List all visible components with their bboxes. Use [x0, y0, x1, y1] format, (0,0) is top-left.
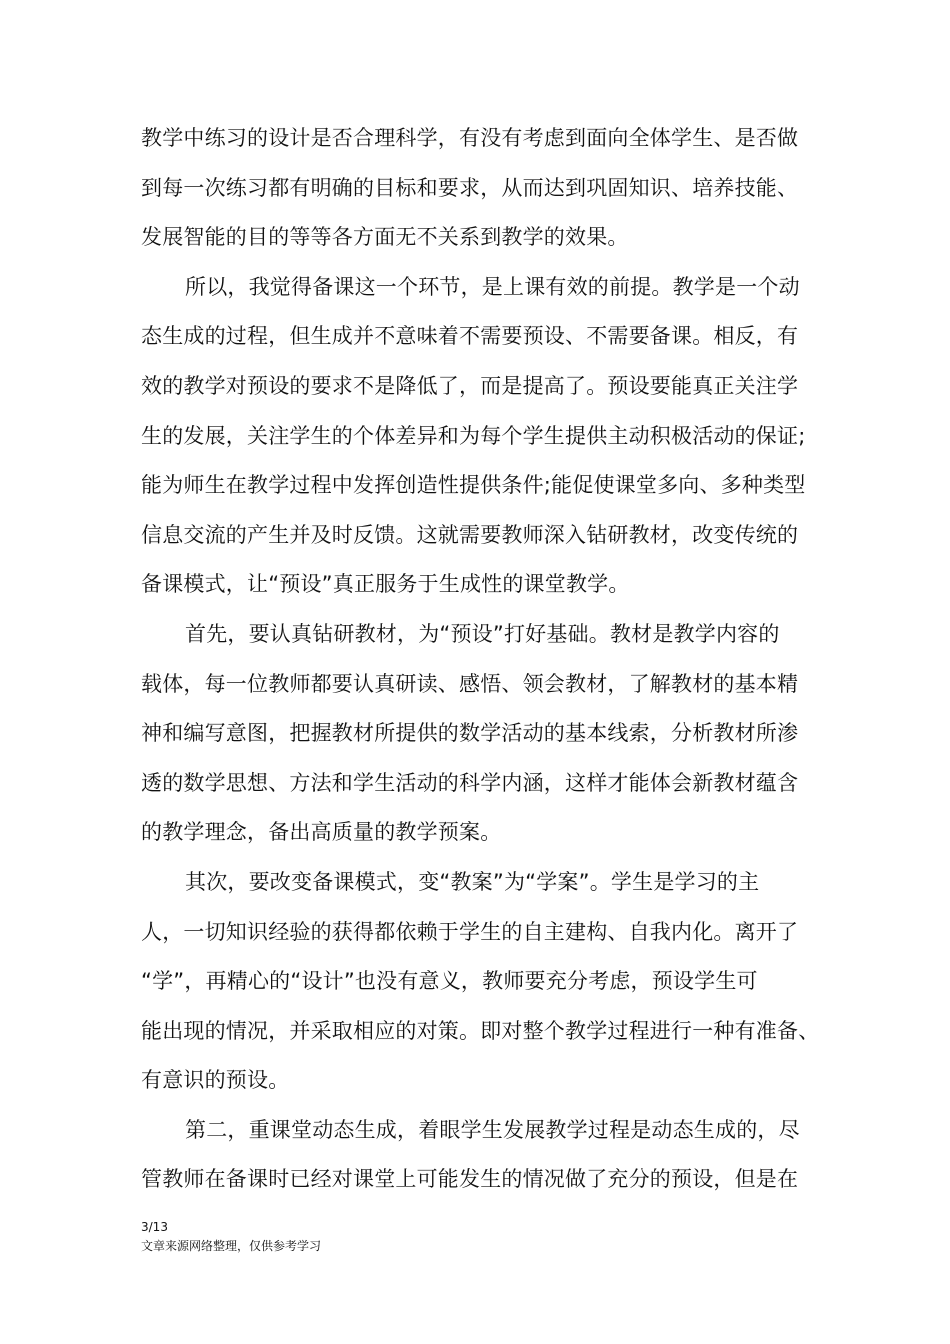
text-line: “学”，再精心的“设计”也没有意义，教师要充分考虑，预设学生可 [141, 969, 758, 994]
text-line: 的教学理念，备出高质量的教学预案。 [141, 820, 502, 845]
text-line: 有意识的预设。 [141, 1068, 290, 1093]
paragraph-first-line: 其次，要改变备课模式，变“教案”为“学案”。学生是学习的主 [185, 869, 760, 894]
text-line: 载体，每一位教师都要认真研读、感悟、领会教材，了解教材的基本精 [141, 671, 799, 696]
text-line: 备课模式，让“预设”真正服务于生成性的课堂教学。 [141, 572, 630, 597]
body-text [141, 114, 820, 1205]
text-line: 人，一切知识经验的获得都依赖于学生的自主建构、自我内化。离开了 [141, 919, 799, 944]
page-footer [141, 1218, 321, 1256]
text-line: 管教师在备课时已经对课堂上可能发生的情况做了充分的预设，但是在 [141, 1167, 799, 1192]
text-line: 到每一次练习都有明确的目标和要求，从而达到巩固知识、培养技能、 [141, 175, 799, 200]
text-line: 信息交流的产生并及时反馈。这就需要教师深入钻研教材，改变传统的 [141, 522, 799, 547]
paragraph-first-line: 首先，要认真钻研教材，为“预设”打好基础。教材是教学内容的 [185, 621, 780, 646]
text-line: 教学中练习的设计是否合理科学，有没有考虑到面向全体学生、是否做 [141, 126, 799, 150]
text-line: 能出现的情况，并采取相应的对策。即对整个教学过程进行一种有准备、 [141, 1018, 820, 1043]
text-line: 效的教学对预设的要求不是降低了，而是提高了。预设要能真正关注学 [141, 373, 799, 398]
text-line: 生的发展，关注学生的个体差异和为每个学生提供主动积极活动的保证; [141, 423, 806, 448]
text-line: 透的数学思想、方法和学生活动的科学内涵，这样才能体会新教材蕴含 [141, 770, 799, 795]
paragraph-first-line: 所以，我觉得备课这一个环节，是上课有效的前提。教学是一个动 [185, 274, 800, 299]
page-number: 3/13 [141, 1220, 168, 1234]
text-line: 神和编写意图，把握教材所提供的数学活动的基本线索，分析教材所渗 [141, 721, 799, 746]
text-line: 发展智能的目的等等各方面无不关系到教学的效果。 [141, 225, 629, 250]
text-line: 态生成的过程，但生成并不意味着不需要预设、不需要备课。相反，有 [141, 324, 799, 349]
paragraph-first-line: 第二，重课堂动态生成，着眼学生发展教学过程是动态生成的，尽 [185, 1117, 800, 1142]
text-line: 能为师生在教学过程中发挥创造性提供条件;能促使课堂多向、多种类型 [141, 473, 806, 498]
source-note: 文章来源网络整理，仅供参考学习 [141, 1239, 322, 1253]
